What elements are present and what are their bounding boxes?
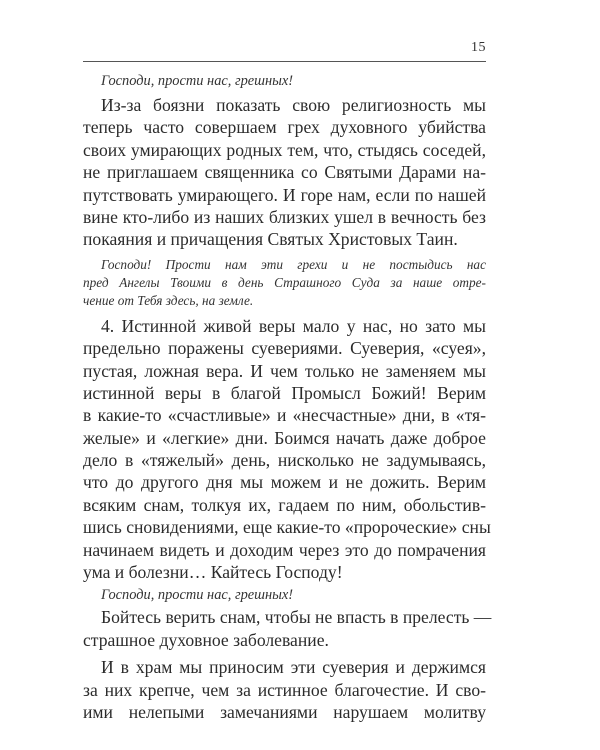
text-line: истинной веры в благой Промысл Божий! Верим: [83, 382, 486, 403]
page-text: [83, 71, 492, 723]
text-line: что до другого дня мы можем и не дожить. Верим: [83, 472, 486, 493]
text-line: И в храм мы приносим эти суеверия и держимся: [101, 657, 486, 678]
paragraph-3: [83, 606, 492, 651]
text-line: за них крепче, чем за истинное благочестие. И сво-: [83, 679, 486, 700]
text-line: страшное духовное заболевание.: [83, 629, 329, 650]
text-line: в какие-то «счастливые» и «несчастные» дни, в «тя-: [83, 405, 486, 426]
text-line: своих умирающих родных тем, что, стыдясь соседей,: [83, 139, 486, 160]
text-line: всяким снам, толкуя их, гадаем по ним, обольстив-: [83, 494, 486, 515]
paragraph-1: [83, 94, 486, 251]
text-line: 4. Истинной живой веры мало у нас, но зато мы: [101, 315, 486, 336]
prayer-block: [83, 256, 486, 310]
text-line: пустая, ложная вера. И чем только не заменяем мы: [83, 360, 486, 381]
prayer-line: чение от Тебя здесь, на земле.: [83, 292, 254, 308]
text-line: покаяния и причащения Святых Христовых Таин.: [83, 229, 458, 250]
header-rule: [83, 61, 486, 62]
text-line: теперь часто совершаем грех духовного убийства: [83, 117, 486, 138]
text-line: Бойтесь верить снам, чтобы не впасть в прелесть —: [101, 607, 492, 628]
text-line: Из-за боязни показать свою религиозность мы: [101, 95, 486, 115]
text-line: ума и болезни… Кайтесь Господу!: [83, 562, 343, 583]
text-line: путствовать умирающего. И горе нам, если по нашей: [83, 184, 486, 205]
prayer-line: пред Ангелы Твоими в день Страшного Суда за наше отре-: [83, 274, 486, 290]
paragraph-4: [83, 656, 486, 723]
text-line: шись сновидениями, еще какие-то «пророческие» сны: [83, 517, 491, 538]
paragraph-2: [83, 315, 491, 584]
text-line: предельно поражены суевериями. Суеверия, «суея»,: [83, 338, 486, 359]
prayer-line: Господи, прости нас, грешных!: [101, 587, 294, 604]
prayer-line: Господи! Прости нам эти грехи и не постыдись нас: [101, 256, 486, 272]
text-line: дело в «тяжелый» день, нисколько не задумываясь,: [83, 450, 486, 471]
page-number: 15: [471, 40, 486, 55]
text-line: не приглашаем священника со Святыми Дарами на-: [83, 162, 486, 183]
text-line: желые» и «легкие» дни. Боимся начать даже доброе: [83, 427, 486, 448]
text-line: начинаем видеть и доходим через это до помрачения: [83, 539, 486, 560]
text-line: ими нелепыми замечаниями нарушаем молитву: [83, 701, 486, 722]
prayer-line: Господи, прости нас, грешных!: [101, 73, 294, 89]
text-line: вине кто-либо из наших близких ушел в вечность без: [83, 206, 486, 227]
